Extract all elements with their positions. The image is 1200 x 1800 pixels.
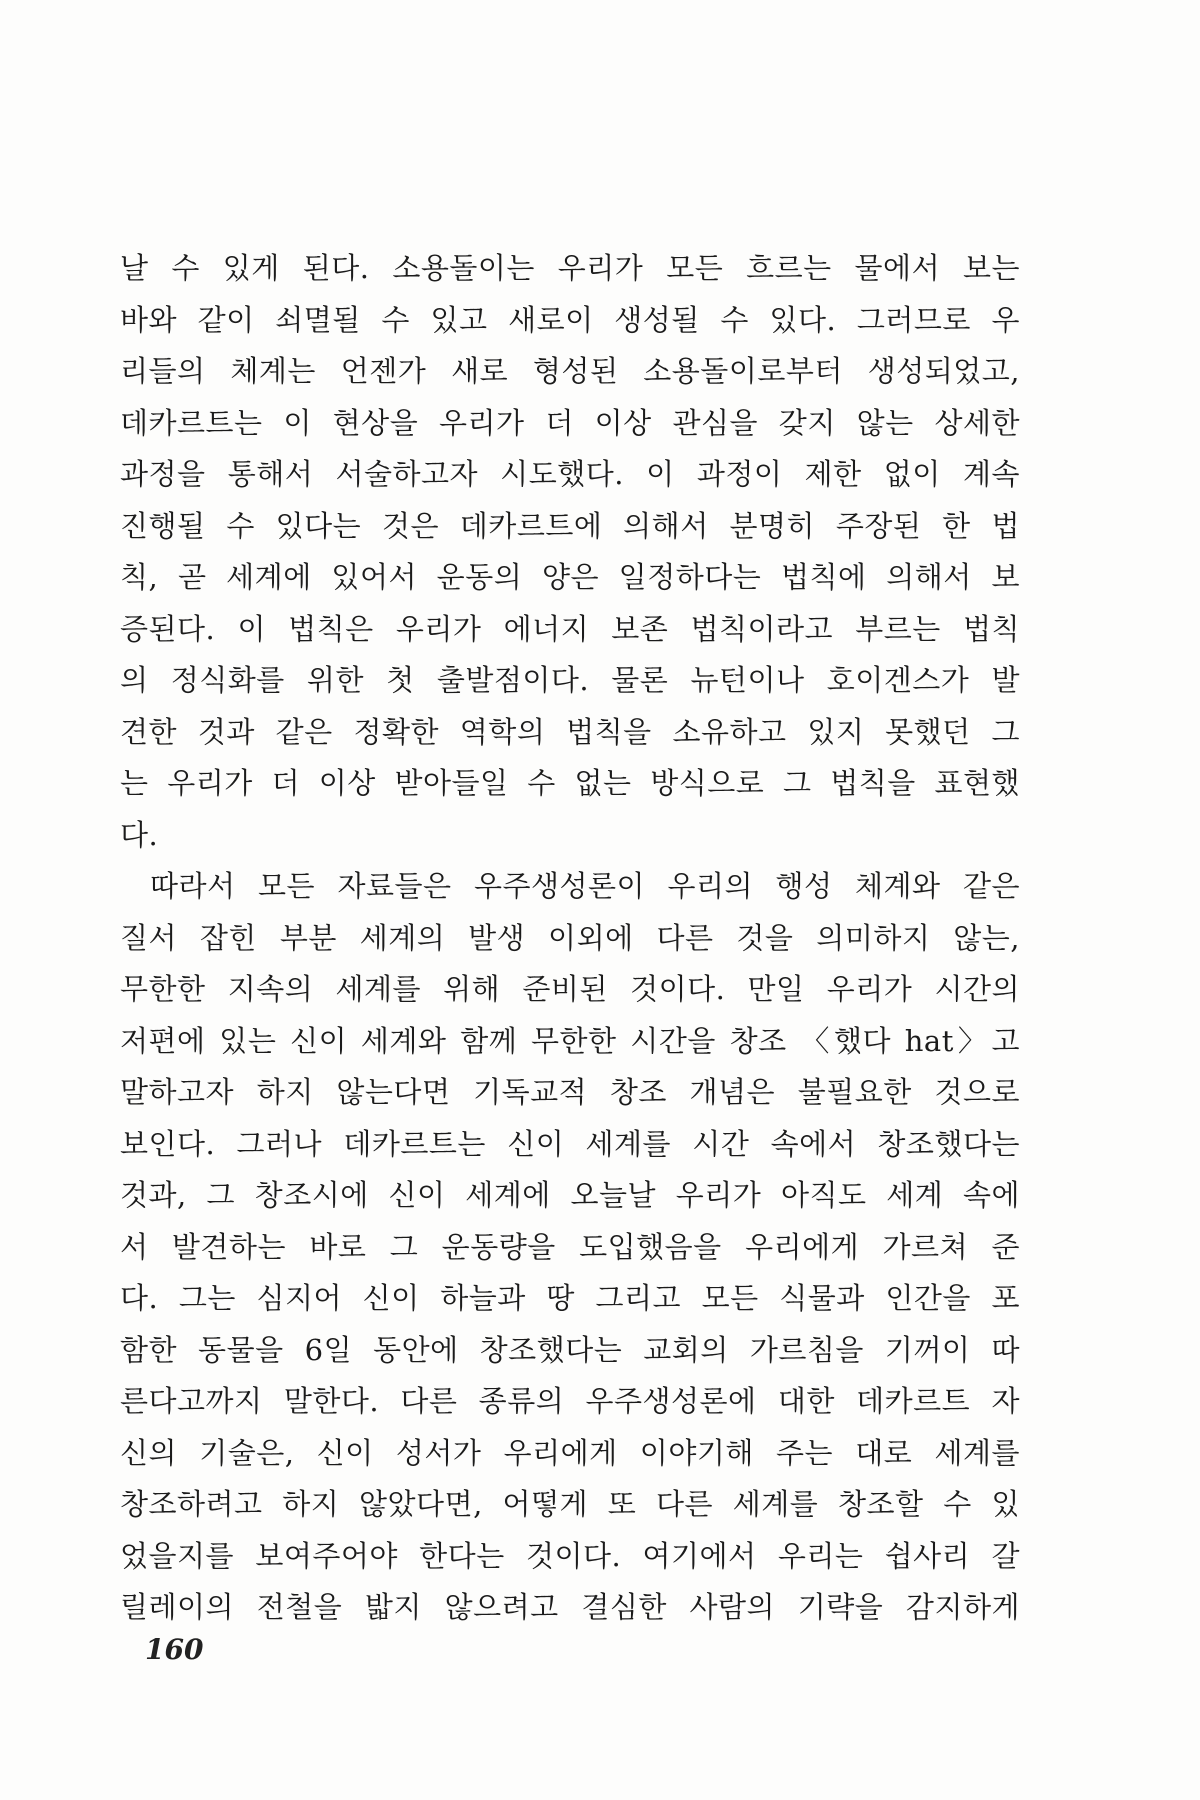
text-line: 말하고자 하지 않는다면 기독교적 창조 개념은 불필요한 것으로	[120, 1075, 1020, 1109]
text-line: 견한 것과 같은 정확한 역학의 법칙을 소유하고 있지 못했던 그	[120, 714, 1020, 749]
text-line: 신의 기술은, 신이 성서가 우리에게 이야기해 주는 대로 세계를	[120, 1435, 1020, 1470]
text-line: 릴레이의 전철을 밟지 않으려고 결심한 사람의 기략을 감지하게	[120, 1590, 1020, 1624]
text-line: 의 정식화를 위한 첫 출발점이다. 물론 뉴턴이나 호이겐스가 발	[120, 663, 1020, 697]
text-line: 저편에 있는 신이 세계와 함께 무한한 시간을 창조 〈했다 hat〉고	[120, 1023, 1020, 1058]
paragraph-1	[120, 243, 1020, 861]
paragraph-2	[120, 861, 1020, 1634]
text-line: 른다고까지 말한다. 다른 종류의 우주생성론에 대한 데카르트 자	[120, 1384, 1020, 1418]
text-line: 질서 잡힌 부분 세계의 발생 이외에 다른 것을 의미하지 않는,	[120, 920, 1020, 955]
text-line: 과정을 통해서 서술하고자 시도했다. 이 과정이 제한 없이 계속	[120, 457, 1020, 491]
text-line: 날 수 있게 된다. 소용돌이는 우리가 모든 흐르는 물에서 보는	[120, 251, 1020, 285]
text-line: 증된다. 이 법칙은 우리가 에너지 보존 법칙이라고 부르는 법칙	[120, 611, 1020, 646]
text-line: 서 발견하는 바로 그 운동량을 도입했음을 우리에게 가르쳐 준	[120, 1229, 1020, 1264]
text-line: 진행될 수 있다는 것은 데카르트에 의해서 분명히 주장된 한 법	[120, 508, 1020, 543]
text-line: 따라서 모든 자료들은 우주생성론이 우리의 행성 체계와 같은	[150, 869, 1020, 903]
text-line: 것과, 그 창조시에 신이 세계에 오늘날 우리가 아직도 세계 속에	[120, 1178, 1020, 1212]
text-line: 리들의 체계는 언젠가 새로 형성된 소용돌이로부터 생성되었고,	[120, 354, 1020, 388]
text-line: 는 우리가 더 이상 받아들일 수 없는 방식으로 그 법칙을 표현했	[120, 766, 1020, 800]
text-line: 칙, 곧 세계에 있어서 운동의 양은 일정하다는 법칙에 의해서 보	[120, 560, 1020, 594]
text-line: 함한 동물을 6일 동안에 창조했다는 교회의 가르침을 기꺼이 따	[120, 1332, 1020, 1367]
text-line: 무한한 지속의 세계를 위해 준비된 것이다. 만일 우리가 시간의	[120, 972, 1020, 1006]
text-line: 었을지를 보여주어야 한다는 것이다. 여기에서 우리는 쉽사리 갈	[120, 1538, 1020, 1573]
text-line: 다.	[120, 817, 159, 852]
text-line: 다. 그는 심지어 신이 하늘과 땅 그리고 모든 식물과 인간을 포	[120, 1281, 1020, 1315]
text-line: 창조하려고 하지 않았다면, 어떻게 또 다른 세계를 창조할 수 있	[120, 1487, 1020, 1521]
text-line: 바와 같이 쇠멸될 수 있고 새로이 생성될 수 있다. 그러므로 우	[120, 302, 1020, 337]
text-line: 데카르트는 이 현상을 우리가 더 이상 관심을 갖지 않는 상세한	[120, 405, 1020, 440]
body-text	[120, 243, 1020, 1634]
page-number: 160	[145, 1633, 204, 1666]
text-line: 보인다. 그러나 데카르트는 신이 세계를 시간 속에서 창조했다는	[120, 1126, 1020, 1161]
